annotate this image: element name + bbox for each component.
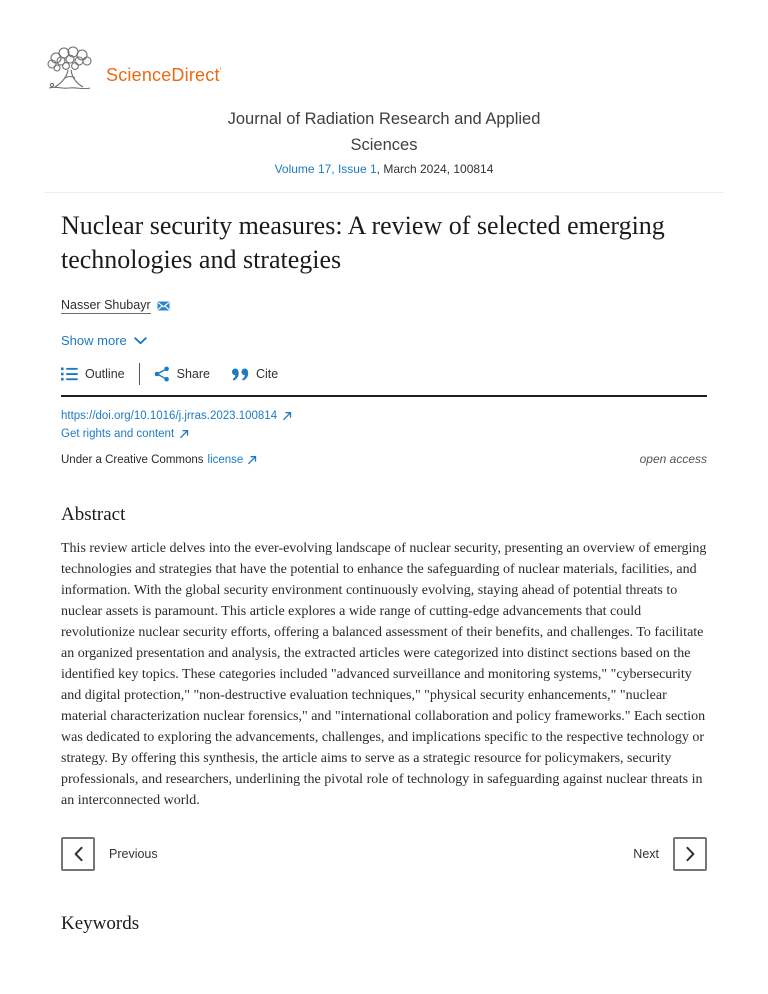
outline-list-icon — [61, 367, 78, 381]
cite-label: Cite — [255, 367, 279, 381]
header-divider — [44, 192, 724, 193]
abstract-heading: Abstract — [61, 504, 126, 525]
chevron-down-icon — [134, 337, 147, 345]
brand-bar — [0, 0, 768, 92]
show-more-label: Show more — [61, 333, 127, 348]
license-row — [61, 452, 707, 466]
toolbar-divider — [139, 363, 140, 385]
next-article[interactable] — [633, 837, 707, 871]
rights-link[interactable]: Get rights and content — [61, 428, 175, 440]
next-button[interactable] — [673, 837, 707, 871]
author-link[interactable]: Nasser Shubayr — [61, 298, 151, 312]
external-link-icon — [179, 429, 189, 439]
chevron-right-icon — [685, 846, 696, 862]
share-icon — [154, 366, 170, 382]
cite-button[interactable] — [232, 367, 278, 381]
chevron-left-icon — [73, 846, 84, 862]
keywords-heading: Keywords — [61, 913, 140, 934]
next-label: Next — [633, 847, 659, 861]
journal-title[interactable] — [0, 106, 768, 158]
trademark-mark: ’ — [219, 66, 222, 76]
journal-title-line1: Journal of Radiation Research and Applied — [227, 110, 541, 128]
sciencedirect-wordmark[interactable]: ScienceDirect’ — [106, 65, 222, 85]
external-link-icon — [282, 411, 292, 421]
license-prefix-text: Under a Creative Commons — [61, 454, 204, 466]
journal-header — [0, 106, 768, 176]
article-toolbar — [61, 363, 707, 397]
doi-link[interactable]: https://doi.org/10.1016/j.jrras.2023.100814 — [61, 410, 278, 422]
external-link-icon — [247, 455, 257, 465]
doi-block — [61, 410, 707, 440]
cite-quote-icon — [232, 367, 249, 381]
author-row — [61, 298, 707, 314]
email-envelope-icon[interactable] — [157, 301, 170, 311]
license-link[interactable]: license — [207, 454, 244, 466]
outline-label: Outline — [85, 367, 125, 381]
article-pagination — [61, 837, 707, 871]
show-more-button[interactable] — [61, 333, 707, 348]
journal-title-line2: Sciences — [350, 136, 418, 154]
share-label: Share — [176, 367, 210, 381]
open-access-badge: open access — [639, 452, 707, 466]
volume-issue-link[interactable]: Volume 17, Issue 1 — [274, 162, 377, 176]
previous-button[interactable] — [61, 837, 95, 871]
elsevier-tree-logo — [42, 46, 96, 92]
abstract-text: This review article delves into the ever-evolving landscape of nuclear security, presenting an overview of emerging technologies and strategies that have the potential to enhance the safeguarding of nuclear materials, facilities, and information. With the global security environment continuously evolving, staying ahead of potential threats to nuclear assets is paramount. This article explores a wide range of cutting-edge advancements that could revolutionize nuclear security efforts, offering a balanced assessment of their benefits, and challenges. To facilitate an organized presentation and analysis, the extracted articles were categorized into distinct sections based on the identified key topics. These categories included "advanced surveillance and monitoring systems," "cybersecurity and digital protection," "non-destructive evaluation techniques," "physical security enhancements," "nuclear material characterization nuclear forensics," and "international collaboration and policy frameworks." Each section was dedicated to exploring the advancements, challenges, and implications specific to the respective technology or strategy. By offering this synthesis, the article aims to serve as a strategic resource for policymakers, security professionals, and researchers, underlining the pivotal role of technology in safeguarding against nuclear threats in an interconnected world. — [61, 541, 707, 808]
previous-label: Previous — [109, 847, 158, 861]
article-title: Nuclear security measures: A review of selected emerging technologies and strategies — [61, 211, 665, 274]
share-button[interactable] — [154, 366, 210, 382]
volume-issue-line — [0, 162, 768, 176]
issue-date-text: , March 2024, 100814 — [376, 162, 494, 176]
previous-article[interactable] — [61, 837, 158, 871]
outline-button[interactable] — [61, 367, 125, 381]
